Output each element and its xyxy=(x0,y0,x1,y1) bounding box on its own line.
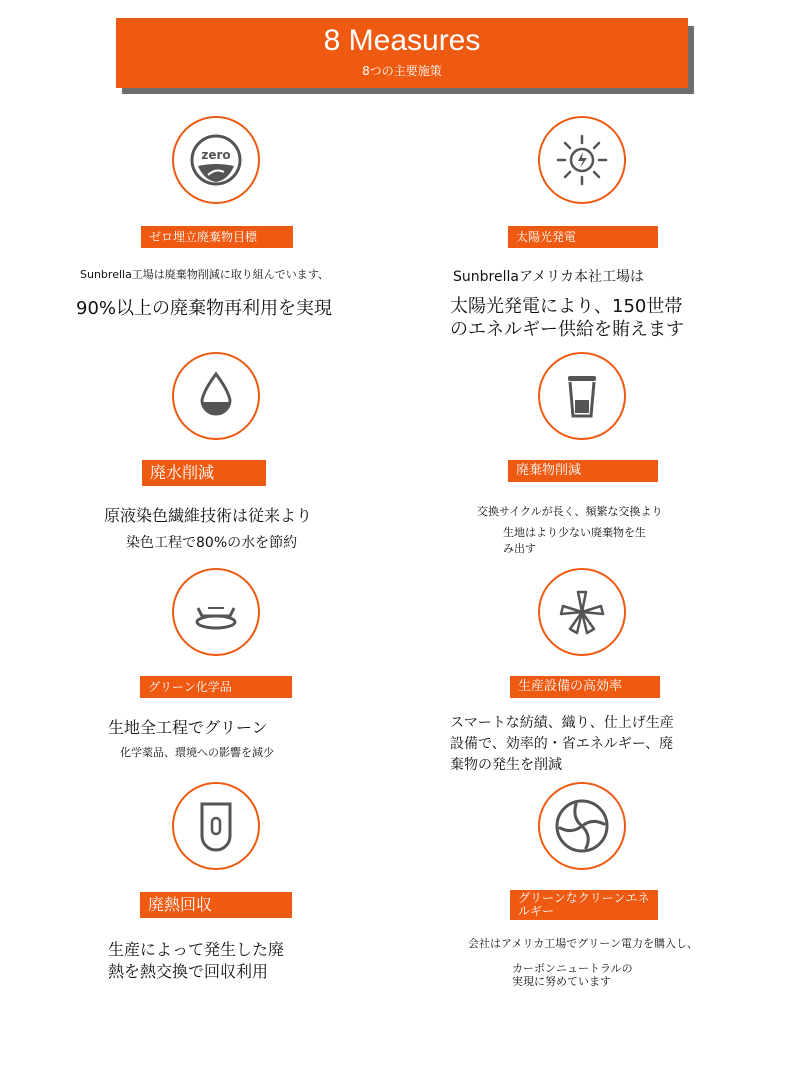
zero-waste-icon xyxy=(172,116,260,204)
fan-icon xyxy=(538,568,626,656)
page-title: 8 Measures xyxy=(323,24,481,57)
page-subtitle: 8つの主要施策 xyxy=(362,64,442,78)
zero-icon-text: zero xyxy=(201,148,231,162)
measure-desc-line: み出す xyxy=(503,542,536,555)
measure-desc-line: 熱を熱交換で回収利用 xyxy=(108,962,269,981)
measure-desc-line: のエネルギー供給を賄えます xyxy=(450,319,684,340)
measure-desc-line: 実現に努めています xyxy=(512,975,611,988)
measure-desc-line: 設備で、効率的・省エネルギー、廃 xyxy=(450,736,674,752)
chemical-dish-icon xyxy=(172,568,260,656)
measure-desc-line: 原液染色繊維技術は従来より xyxy=(104,506,313,525)
measure-label-heat: 廃熱回収 xyxy=(140,892,292,918)
measure-desc-line: Sunbrella工場は廃棄物削減に取り組んでいます、 xyxy=(80,268,329,281)
solar-icon xyxy=(538,116,626,204)
measure-desc-line: カーボンニュートラルの xyxy=(512,962,633,975)
measure-desc-line: 生産によって発生した廃 xyxy=(108,940,285,959)
water-drop-icon xyxy=(172,352,260,440)
waste-bin-icon xyxy=(538,352,626,440)
measure-label-efficiency: 生産設備の高効率 xyxy=(510,676,660,698)
measure-desc-line: 会社はアメリカ工場でグリーン電力を購入し、 xyxy=(468,937,699,950)
measure-label-water: 廃水削減 xyxy=(142,460,266,486)
measure-label-chemicals: グリーン化学品 xyxy=(140,676,292,698)
measure-label-zero-waste: ゼロ埋立廃棄物目標 xyxy=(141,226,293,248)
measure-desc-line: 太陽光発電により、150世帯 xyxy=(450,296,683,317)
measure-desc-line: 交換サイクルが長く、頻繁な交換より xyxy=(477,505,663,518)
heat-recovery-icon xyxy=(172,782,260,870)
measure-label-clean-energy: グリーンなクリーンエネルギー xyxy=(510,890,658,920)
measure-label-waste: 廃棄物削減 xyxy=(508,460,658,482)
measure-desc-line: 棄物の発生を削減 xyxy=(450,757,562,773)
measure-desc-line: 生地全工程でグリーン xyxy=(108,718,268,737)
measure-desc-line: 染色工程で80%の水を節約 xyxy=(126,535,298,551)
measure-desc-line: 化学薬品、環境への影響を減少 xyxy=(120,746,274,759)
measure-desc-line: スマートな紡績、織り、仕上げ生産 xyxy=(450,715,674,731)
measure-label-solar: 太陽光発電 xyxy=(508,226,658,248)
measure-desc-line: Sunbrellaアメリカ本社工場は xyxy=(453,269,644,285)
wind-turbine-icon xyxy=(538,782,626,870)
measure-desc-line: 生地はより少ない廃棄物を生 xyxy=(503,526,646,539)
header-banner xyxy=(116,18,688,88)
measure-desc-line: 90%以上の廃棄物再利用を実現 xyxy=(76,298,333,319)
